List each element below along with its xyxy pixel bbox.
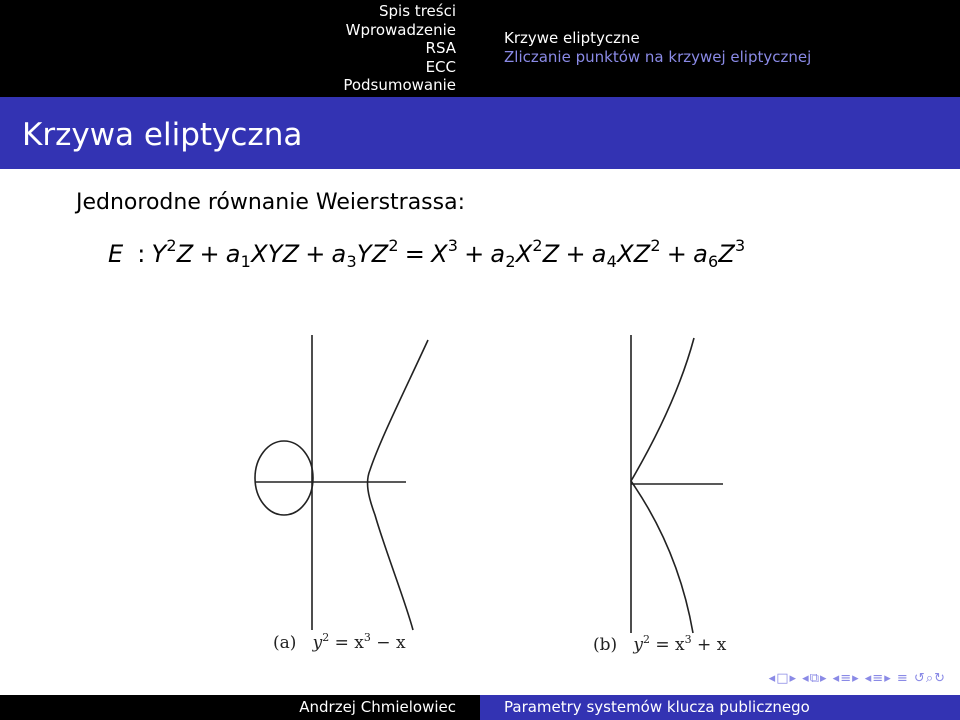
subsection-link-elliptic-curves[interactable]: Krzywe eliptyczne bbox=[504, 29, 640, 47]
intro-text: Jednorodne równanie Weierstrassa: bbox=[76, 190, 465, 215]
section-list bbox=[343, 2, 456, 95]
curve-b-plot bbox=[631, 335, 723, 633]
nav-next-subsection-icon[interactable]: ▸ bbox=[819, 671, 828, 686]
frame-title-bar bbox=[0, 97, 960, 169]
equation-lhs: E bbox=[108, 240, 124, 268]
subsection-list bbox=[504, 29, 811, 66]
nav-prev-frame-icon[interactable]: ◂ bbox=[768, 671, 777, 686]
nav-next-doc-icon[interactable]: ▸ bbox=[884, 671, 892, 686]
nav-prev-doc-icon[interactable]: ◂ bbox=[864, 671, 873, 686]
nav-align-icon[interactable]: ≡ bbox=[896, 671, 909, 686]
nav-next-section-icon[interactable]: ▸ bbox=[852, 671, 860, 686]
section-nav-panel bbox=[0, 0, 480, 97]
curves-figure-svg bbox=[200, 300, 760, 670]
nav-doc-icon[interactable]: ≡ bbox=[872, 671, 885, 686]
beamer-nav-symbols bbox=[769, 671, 946, 686]
curve-a-branch bbox=[368, 340, 428, 630]
subsection-link-point-counting[interactable]: Zliczanie punktów na krzywej eliptycznej bbox=[504, 47, 812, 66]
section-link-rsa[interactable]: RSA bbox=[425, 39, 456, 57]
nav-frame-icon[interactable]: □ bbox=[776, 671, 790, 686]
curve-b-branch bbox=[631, 338, 694, 633]
nav-section-icon[interactable]: ≡ bbox=[840, 671, 853, 686]
subsection-nav-panel bbox=[480, 0, 960, 97]
section-link-ecc[interactable]: ECC bbox=[425, 57, 456, 76]
nav-subsection-icon[interactable]: ⧉ bbox=[809, 671, 820, 686]
nav-next-frame-icon[interactable]: ▸ bbox=[789, 671, 798, 686]
top-navigation bbox=[0, 0, 960, 97]
frame-title: Krzywa eliptyczna bbox=[22, 117, 303, 153]
footer bbox=[0, 695, 960, 720]
footer-talk-title: Parametry systemów klucza publicznego bbox=[504, 698, 810, 716]
caption-b: (b) $y^2 = x^3 + x$ bbox=[593, 633, 727, 655]
curve-a-oval bbox=[255, 441, 313, 515]
footer-author-panel bbox=[0, 695, 480, 720]
footer-author: Andrzej Chmielowiec bbox=[299, 698, 456, 716]
nav-prev-subsection-icon[interactable]: ◂ bbox=[802, 671, 810, 686]
weierstrass-equation: E : $Y^2Z + a_1XYZ + a_3YZ^2 = X^3 + a_2X^2Z + a_4XZ^2 + a_6Z^3$ bbox=[108, 236, 746, 271]
footer-title-panel bbox=[480, 695, 960, 720]
equation-colon: : bbox=[137, 240, 146, 268]
section-link-toc[interactable]: Spis treści bbox=[379, 2, 456, 20]
section-link-intro[interactable]: Wprowadzenie bbox=[345, 20, 456, 39]
curve-a-plot bbox=[255, 335, 428, 630]
curves-figure bbox=[200, 300, 760, 670]
nav-search-icon[interactable]: ↺⌕↻ bbox=[913, 671, 946, 686]
nav-prev-section-icon[interactable]: ◂ bbox=[832, 671, 841, 686]
caption-a: (a) $y^2 = x^3 - x$ bbox=[273, 631, 406, 653]
section-link-summary[interactable]: Podsumowanie bbox=[343, 76, 456, 94]
